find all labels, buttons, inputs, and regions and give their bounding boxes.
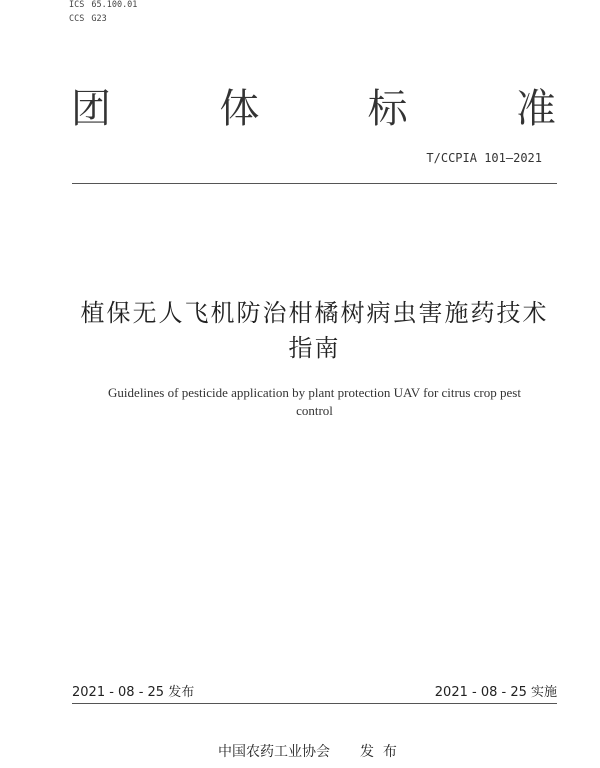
ics-label: ICS <box>69 0 85 10</box>
english-title <box>72 384 557 420</box>
issuer-name: 中国农药工业协会 <box>218 744 330 760</box>
ccs-label: CCS <box>69 14 85 24</box>
standard-type-char: 团 <box>71 86 111 132</box>
standard-type-char: 准 <box>515 86 556 132</box>
ics-value: 65.100.01 <box>91 0 138 10</box>
standard-number: T/CCPIA 101—2021 <box>426 151 542 165</box>
standard-type-heading <box>70 86 557 132</box>
header-divider <box>72 183 557 184</box>
chinese-title <box>72 296 557 366</box>
ccs-value: G23 <box>91 14 107 24</box>
english-title-line-1: Guidelines of pesticide application by plant protection UAV for citrus crop pest <box>108 385 521 400</box>
standard-type-char: 体 <box>219 86 260 132</box>
ics-code <box>69 0 137 11</box>
issuer-action: 发 布 <box>360 744 397 760</box>
english-title-line-2: control <box>296 403 333 418</box>
footer-divider <box>72 703 557 704</box>
standard-type-char: 标 <box>367 86 408 132</box>
chinese-title-line-2: 指南 <box>288 334 341 362</box>
publish-date: 2021 - 08 - 25 发布 <box>72 685 195 700</box>
implement-date: 2021 - 08 - 25 实施 <box>434 685 557 700</box>
chinese-title-line-1: 植保无人飞机防治柑橘树病虫害施药技术 <box>80 299 549 327</box>
ccs-code <box>69 14 107 25</box>
